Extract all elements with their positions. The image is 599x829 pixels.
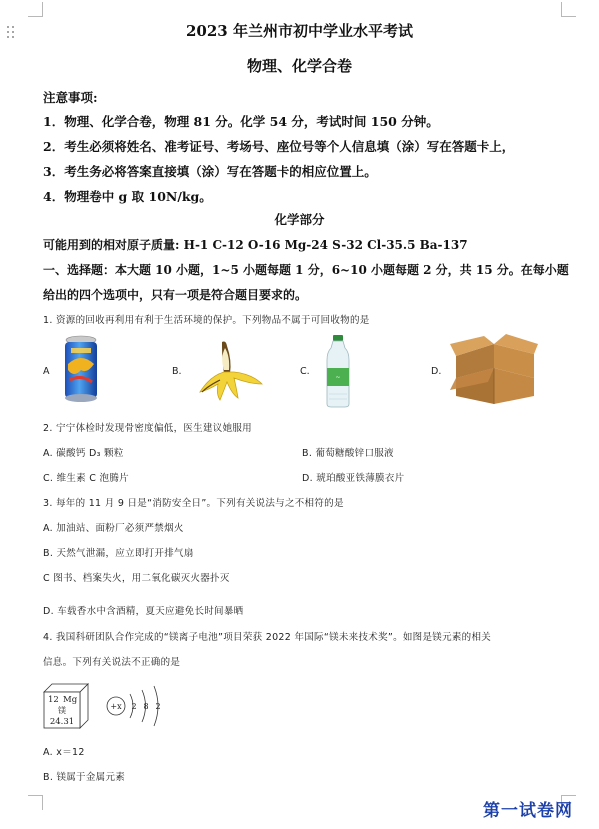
q3-option-c: C 图书、档案失火，用二氧化碳灭火器扑灭 [43,573,230,584]
question-4-stem: 4. 我国科研团队合作完成的“镁离子电池”项目荣获 2022 年国际“镁未来技术奖”。如图是镁元素的相关 [43,632,492,643]
exam-subtitle: 物理、化学合卷 [246,57,352,75]
plastic-water-bottle-image [323,334,353,408]
notice-item: 1．物理、化学合卷，物理 81 分。化学 54 分，考试时间 150 分钟。 [43,114,439,129]
question-1-stem: 1. 资源的回收再利用有利于生活环境的保护。下列物品不属于可回收物的是 [43,315,370,326]
shell-electrons: 2 [131,702,137,711]
q1-option-c: C. [300,366,310,377]
svg-text:~: ~ [335,374,341,381]
q1-option-a: A [43,366,50,377]
notice-item: 2．考生必须将姓名、准考证号、考场号、座位号等个人信息填（涂）写在答题卡上， [43,139,515,154]
q4-option-a: A. x＝12 [43,747,85,758]
question-4-stem: 信息。下列有关说法不正确的是 [43,657,181,668]
element-name: 镁 [58,706,66,715]
q2-option-c: C. 维生素 C 泡腾片 [43,473,129,484]
element-number: 12 [48,695,59,705]
q3-option-d: D. 车载香水中含酒精，夏天应避免长时间暴晒 [43,606,244,617]
q2-option-d: D. 琥珀酸亚铁薄膜衣片 [302,473,405,484]
notice-heading: 注意事项: [43,90,98,105]
q1-option-b: B. [172,366,182,377]
banana-peel-image [194,340,266,402]
q4-option-b: B. 镁属于金属元素 [43,772,126,783]
crop-mark-top-right [561,2,576,17]
q3-option-a: A. 加油站、面粉厂必须严禁烟火 [43,523,184,534]
section-instructions: 一、选择题：本大题 10 小题，1~5 小题每题 1 分，6~10 小题每题 2 分，共 15 分。在每小题 [43,263,569,277]
notice-item: 3．考生务必将答案直接填（涂）写在答题卡的相应位置上。 [43,164,377,179]
exam-title: 2023 年兰州市初中学业水平考试 [186,22,413,40]
element-symbol: Mg [63,695,78,705]
crop-mark-top-left [28,2,43,17]
watermark-text: 第一试卷网 [483,801,573,821]
q1-option-d: D. [431,366,442,377]
section-title: 化学部分 [274,212,325,227]
question-3-stem: 3. 每年的 11 月 9 日是“消防安全日”。下列有关说法与之不相符的是 [43,498,344,509]
q3-option-b: B. 天然气泄漏，应立即打开排气扇 [43,548,194,559]
q2-option-b: B. 葡萄糖酸锌口服液 [302,448,394,459]
section-instructions: 给出的四个选项中，只有一项是符合题目要求的。 [43,288,308,302]
element-mass: 24.31 [49,717,75,727]
shell-electrons: 2 [155,702,161,711]
aluminum-can-image [59,334,103,404]
question-2-stem: 2. 宁宁体检时发现骨密度偏低，医生建议她服用 [43,423,252,434]
notice-item: 4．物理卷中 g 取 10N/kg。 [43,189,212,204]
atomic-masses: 可能用到的相对原子质量: H-1 C-12 O-16 Mg-24 S-32 Cl-35.5 Ba-137 [43,238,468,252]
magnesium-element-diagram [42,682,172,732]
nucleus-charge: +x [110,702,122,711]
cardboard-box-image [450,334,538,406]
shell-electrons: 8 [143,702,149,711]
crop-mark-bottom-left [28,795,43,810]
q2-option-a: A. 碳酸钙 D₃ 颗粒 [43,448,124,459]
